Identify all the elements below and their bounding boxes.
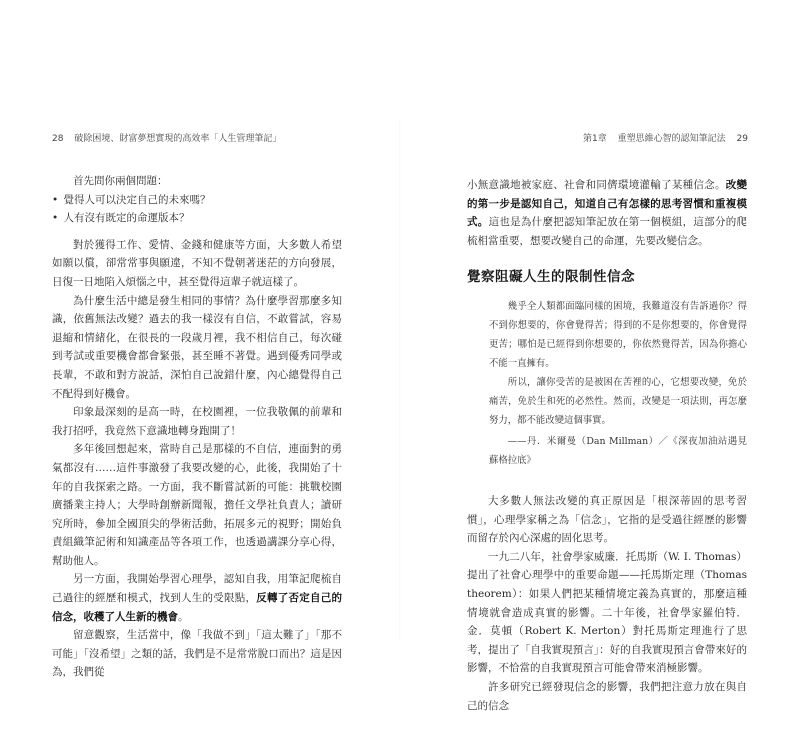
emphasis-text: 反轉了否定自己的信念，收穫了人生新的機會 — [52, 592, 342, 623]
question-text: 覺得人可以決定自己的未來嗎？ — [63, 193, 211, 206]
quote-paragraph: 所以，讓你受苦的是被困在苦裡的心，它想要改變，免於痛苦，免於生和死的必然性。然而，改變是一項法則，再怎麼努力，都不能改變這個事實。 — [489, 376, 747, 426]
question-text: 人有沒有既定的命運版本？ — [63, 212, 190, 225]
paragraph — [52, 570, 342, 626]
intro-line: 首先問你兩個問題： — [73, 175, 168, 187]
paragraph: 為什麼生活中總是發生相同的事情？為什麼學習那麼多知識，依舊無法改變？過去的我一樣沒有自信，不敢嘗試，容易退縮和情緒化，在很長的一段歲月裡，我不相信自己，每次碰到考試或重要機會都會緊張，甚至睡不著覺。遇到優秀同學或長輩，不敢和對方說話，深怕自己說錯什麼，內心總覺得自己不配得到好機會。 — [52, 294, 342, 400]
bullet-icon: • — [52, 212, 59, 225]
paragraph: 對於獲得工作、愛情、金錢和健康等方面，大多數人希望如願以償，卻常常事與願違，不知不覺朝著迷茫的方向發展，日復一日地陷入煩惱之中，甚至覺得這輩子就這樣了。 — [52, 238, 342, 288]
paragraph: 多年後回想起來，當時自己是那樣的不自信，連面對的勇氣都沒有……這件事激發了我要改變的心，此後，我開始了十年的自我探索之路。一方面，我不斷嘗試新的可能：挑戰校園廣播業主持人；大學時創辦新聞報，擔任文學社負責人；讀研究所時，參加全國頂尖的學術活動，拓展多元的視野；開始負責組織筆記術和知識產品等各項工作，也透過講課分享心得，幫助他人。 — [52, 443, 342, 567]
question-list — [52, 191, 342, 228]
question-item — [52, 209, 342, 228]
right-running-head-title: 重塑思維心智的認知筆記法 — [617, 134, 726, 144]
paragraph: 印象最深刻的是高一時，在校園裡，一位我敬佩的前輩和我打招呼，我竟然下意識地轉身跑開了！ — [52, 406, 342, 437]
left-running-head — [52, 131, 281, 144]
left-body-text — [52, 172, 342, 682]
paragraph: 一九二八年，社會學家威廉．托馬斯（W. I. Thomas）提出了社會心理學中的重要命題——托馬斯定理（Thomas theorem）：如果人們把某種情境定義為真實的，那麼這種情境就會造成真實的影響。二十年後，社會學家羅伯特．金．莫頓（Robert K. Merton）對托馬斯定理進行了思考，提出了「自我實現預言」：好的自我實現預言會帶來好的影響，不恰當的自我實現預言可能會帶來消極影響。 — [467, 550, 747, 675]
paragraph-text: 另一方面，我開始學習心理學，認知自我，用筆記爬梳自己過往的經歷和模式，找到人生的受限點， — [52, 573, 342, 605]
section-heading: 覺察阻礙人生的限制性信念 — [467, 269, 635, 286]
bullet-icon: • — [52, 193, 59, 206]
paragraph: 許多研究已經發現信念的影響，我們把注意力放在與自己的信念 — [467, 680, 747, 712]
left-page-number: 28 — [52, 134, 64, 144]
paragraph-text: 這也是為什麼把認知筆記放在第一個模組，這部分的爬梳相當重要，想要改變自己的命運，先要改變信念。 — [467, 216, 748, 247]
paragraph — [467, 176, 747, 250]
chapter-label: 第1章 — [583, 134, 607, 144]
right-page-number: 29 — [736, 134, 748, 144]
epigraph-quote — [489, 297, 747, 470]
quote-attribution: ——丹．米爾曼（Dan Millman）／《深夜加油站遇見蘇格拉底》 — [489, 435, 747, 466]
right-running-head — [583, 131, 748, 144]
paragraph: 留意觀察，生活當中，像「我做不到」「這太難了」「那不可能」「沒希望」之類的話，我們是不是常常脫口而出？這是因為，我們從 — [52, 629, 342, 679]
quote-paragraph: 幾乎全人類都面臨同樣的困境，我難道沒有告訴過你？得不到你想要的，你會覺得苦；得到的不是你想要的，你會覺得更苦；哪怕是已經得到你想要的，你依然覺得苦，因為你擔心不能一直擁有。 — [489, 300, 747, 369]
paragraph-text: 小無意識地被家庭、社會和同儕環境灌輸了某種信念。 — [467, 179, 726, 191]
paragraph: 大多數人無法改變的真正原因是「根深蒂固的思考習慣」，心理學家稱之為「信念」，它指的是受過往經歷的影響而留存於內心深處的固化思考。 — [467, 494, 747, 545]
right-body-text — [467, 176, 747, 715]
emphasis-text: 改變的第一步是認知自己，知道自己有怎樣的思考習慣和重複模式。 — [467, 179, 748, 229]
paragraph-text: 。 — [178, 610, 189, 623]
question-item — [52, 191, 342, 210]
left-running-head-title: 破除困境、財富夢想實現的高效率「人生管理筆記」 — [74, 134, 282, 144]
